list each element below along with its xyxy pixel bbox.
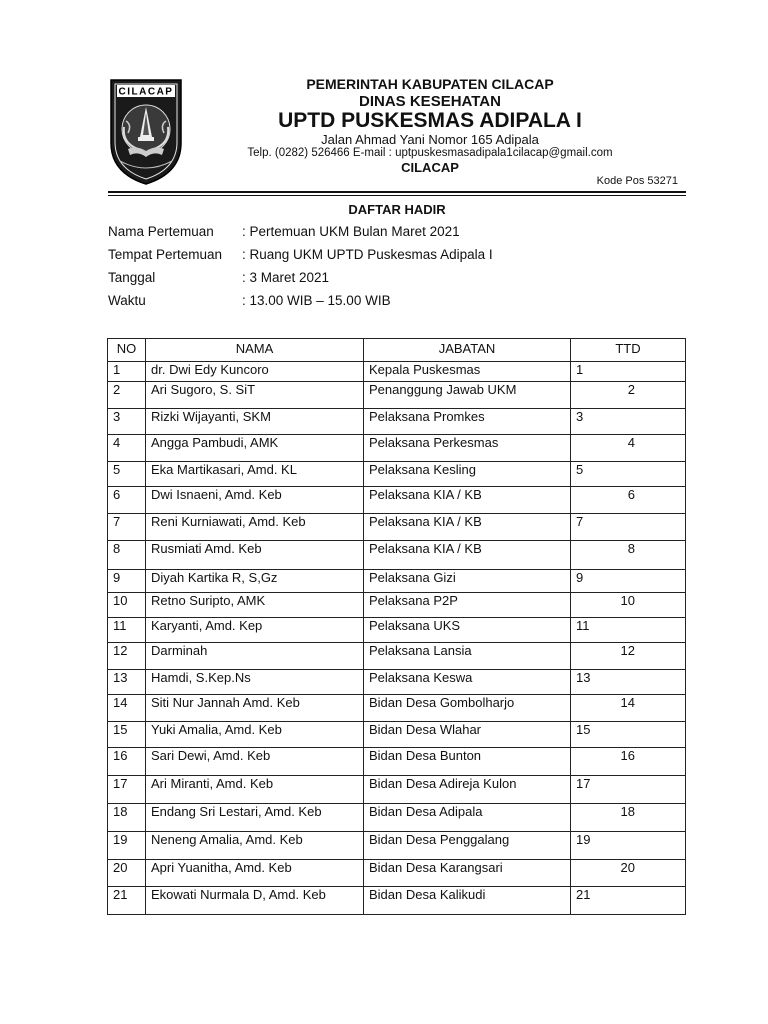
cell-jabatan: Pelaksana KIA / KB <box>364 514 571 541</box>
cell-nama: Endang Sri Lestari, Amd. Keb <box>146 804 364 832</box>
cell-jabatan: Pelaksana KIA / KB <box>364 541 571 570</box>
cell-jabatan: Penanggung Jawab UKM <box>364 382 571 409</box>
cell-jabatan: Pelaksana Promkes <box>364 409 571 435</box>
cell-no: 14 <box>108 695 146 722</box>
cell-jabatan: Bidan Desa Wlahar <box>364 722 571 748</box>
cell-jabatan: Bidan Desa Penggalang <box>364 832 571 860</box>
cell-nama: Yuki Amalia, Amd. Keb <box>146 722 364 748</box>
table-row <box>108 670 686 695</box>
cell-ttd: 7 <box>571 514 686 541</box>
cell-no: 11 <box>108 618 146 643</box>
column-header-nama: NAMA <box>146 339 364 362</box>
cell-jabatan: Pelaksana Kesling <box>364 462 571 487</box>
header-postal-code: Kode Pos 53271 <box>596 175 678 187</box>
cell-ttd: 12 <box>571 643 686 670</box>
meeting-date-value: : 3 Maret 2021 <box>242 270 330 285</box>
meeting-time-row <box>108 293 391 308</box>
cell-jabatan: Pelaksana UKS <box>364 618 571 643</box>
table-row <box>108 382 686 409</box>
table-row <box>108 695 686 722</box>
table-row <box>108 462 686 487</box>
table-row <box>108 804 686 832</box>
header-divider-thin <box>108 195 686 196</box>
cell-nama: Rusmiati Amd. Keb <box>146 541 364 570</box>
document-title: DAFTAR HADIR <box>348 202 446 217</box>
meeting-name-value: : Pertemuan UKM Bulan Maret 2021 <box>242 224 460 239</box>
meeting-time-value: : 13.00 WIB – 15.00 WIB <box>242 293 391 308</box>
cell-nama: Apri Yuanitha, Amd. Keb <box>146 860 364 887</box>
table-row <box>108 570 686 593</box>
cell-nama: Sari Dewi, Amd. Keb <box>146 748 364 776</box>
table-row <box>108 514 686 541</box>
cell-nama: Rizki Wijayanti, SKM <box>146 409 364 435</box>
cell-jabatan: Bidan Desa Karangsari <box>364 860 571 887</box>
cell-jabatan: Kepala Puskesmas <box>364 362 571 382</box>
table-row <box>108 643 686 670</box>
header-contact: Telp. (0282) 526466 E-mail : uptpuskesmasadipala1cilacap@gmail.com <box>247 147 613 159</box>
cell-ttd: 13 <box>571 670 686 695</box>
cell-jabatan: Pelaksana KIA / KB <box>364 487 571 514</box>
cell-nama: dr. Dwi Edy Kuncoro <box>146 362 364 382</box>
meeting-name-row <box>108 224 460 239</box>
cell-nama: Eka Martikasari, Amd. KL <box>146 462 364 487</box>
cell-nama: Angga Pambudi, AMK <box>146 435 364 462</box>
cell-jabatan: Bidan Desa Gombolharjo <box>364 695 571 722</box>
column-header-ttd: TTD <box>571 339 686 362</box>
attendance-rows <box>108 362 686 915</box>
meeting-date-row <box>108 270 329 285</box>
meeting-time-label: Waktu <box>108 293 146 308</box>
cell-no: 20 <box>108 860 146 887</box>
cell-nama: Darminah <box>146 643 364 670</box>
cilacap-logo <box>108 77 184 187</box>
cell-ttd: 10 <box>571 593 686 618</box>
cell-no: 21 <box>108 887 146 915</box>
cell-ttd: 8 <box>571 541 686 570</box>
cell-jabatan: Pelaksana Keswa <box>364 670 571 695</box>
table-row <box>108 487 686 514</box>
cell-ttd: 20 <box>571 860 686 887</box>
table-header-row <box>108 339 686 362</box>
cell-jabatan: Bidan Desa Kalikudi <box>364 887 571 915</box>
meeting-name-label: Nama Pertemuan <box>108 224 214 239</box>
cell-no: 6 <box>108 487 146 514</box>
cell-jabatan: Pelaksana P2P <box>364 593 571 618</box>
cell-no: 17 <box>108 776 146 804</box>
cell-jabatan: Bidan Desa Adipala <box>364 804 571 832</box>
table-row <box>108 832 686 860</box>
logo-text: CILACAP <box>118 86 174 98</box>
table-row <box>108 362 686 382</box>
cell-no: 19 <box>108 832 146 860</box>
header-unit: UPTD PUSKESMAS ADIPALA I <box>278 109 582 132</box>
cell-no: 5 <box>108 462 146 487</box>
cell-no: 9 <box>108 570 146 593</box>
cell-nama: Karyanti, Amd. Kep <box>146 618 364 643</box>
table-row <box>108 435 686 462</box>
cell-ttd: 21 <box>571 887 686 915</box>
cell-ttd: 14 <box>571 695 686 722</box>
cell-ttd: 2 <box>571 382 686 409</box>
cell-no: 10 <box>108 593 146 618</box>
cell-no: 16 <box>108 748 146 776</box>
cell-nama: Diyah Kartika R, S,Gz <box>146 570 364 593</box>
cell-no: 1 <box>108 362 146 382</box>
table-row <box>108 776 686 804</box>
table-row <box>108 748 686 776</box>
cell-ttd: 6 <box>571 487 686 514</box>
cell-ttd: 5 <box>571 462 686 487</box>
cell-no: 13 <box>108 670 146 695</box>
cell-nama: Ari Miranti, Amd. Keb <box>146 776 364 804</box>
cell-no: 18 <box>108 804 146 832</box>
cell-ttd: 9 <box>571 570 686 593</box>
meeting-date-label: Tanggal <box>108 270 156 285</box>
cell-nama: Dwi Isnaeni, Amd. Keb <box>146 487 364 514</box>
cell-ttd: 4 <box>571 435 686 462</box>
cell-ttd: 11 <box>571 618 686 643</box>
column-header-jabatan: JABATAN <box>364 339 571 362</box>
cell-jabatan: Pelaksana Gizi <box>364 570 571 593</box>
column-header-no: NO <box>108 339 146 362</box>
header-city: CILACAP <box>401 160 459 175</box>
table-row <box>108 860 686 887</box>
cell-nama: Neneng Amalia, Amd. Keb <box>146 832 364 860</box>
meeting-place-label: Tempat Pertemuan <box>108 247 223 262</box>
cell-nama: Ari Sugoro, S. SiT <box>146 382 364 409</box>
meeting-place-value: : Ruang UKM UPTD Puskesmas Adipala I <box>242 247 493 262</box>
table-row <box>108 593 686 618</box>
header-department: DINAS KESEHATAN <box>359 93 501 110</box>
cell-nama: Reni Kurniawati, Amd. Keb <box>146 514 364 541</box>
table-row <box>108 541 686 570</box>
cell-ttd: 15 <box>571 722 686 748</box>
cell-nama: Retno Suripto, AMK <box>146 593 364 618</box>
header-address: Jalan Ahmad Yani Nomor 165 Adipala <box>321 132 539 147</box>
table-row <box>108 722 686 748</box>
cell-nama: Siti Nur Jannah Amd. Keb <box>146 695 364 722</box>
cell-ttd: 1 <box>571 362 686 382</box>
table-row <box>108 618 686 643</box>
cell-no: 12 <box>108 643 146 670</box>
cell-no: 8 <box>108 541 146 570</box>
table-row <box>108 887 686 915</box>
header-divider <box>108 191 686 193</box>
cell-no: 7 <box>108 514 146 541</box>
header-government: PEMERINTAH KABUPATEN CILACAP <box>306 76 554 92</box>
cell-jabatan: Pelaksana Perkesmas <box>364 435 571 462</box>
cell-no: 2 <box>108 382 146 409</box>
cell-ttd: 3 <box>571 409 686 435</box>
cell-nama: Hamdi, S.Kep.Ns <box>146 670 364 695</box>
cell-no: 3 <box>108 409 146 435</box>
cell-jabatan: Bidan Desa Bunton <box>364 748 571 776</box>
cell-jabatan: Pelaksana Lansia <box>364 643 571 670</box>
cell-ttd: 19 <box>571 832 686 860</box>
cell-no: 4 <box>108 435 146 462</box>
cell-nama: Ekowati Nurmala D, Amd. Keb <box>146 887 364 915</box>
meeting-place-row <box>108 247 493 262</box>
cell-ttd: 18 <box>571 804 686 832</box>
cell-jabatan: Bidan Desa Adireja Kulon <box>364 776 571 804</box>
cell-no: 15 <box>108 722 146 748</box>
cell-ttd: 17 <box>571 776 686 804</box>
cell-ttd: 16 <box>571 748 686 776</box>
attendance-table <box>107 338 686 915</box>
table-row <box>108 409 686 435</box>
